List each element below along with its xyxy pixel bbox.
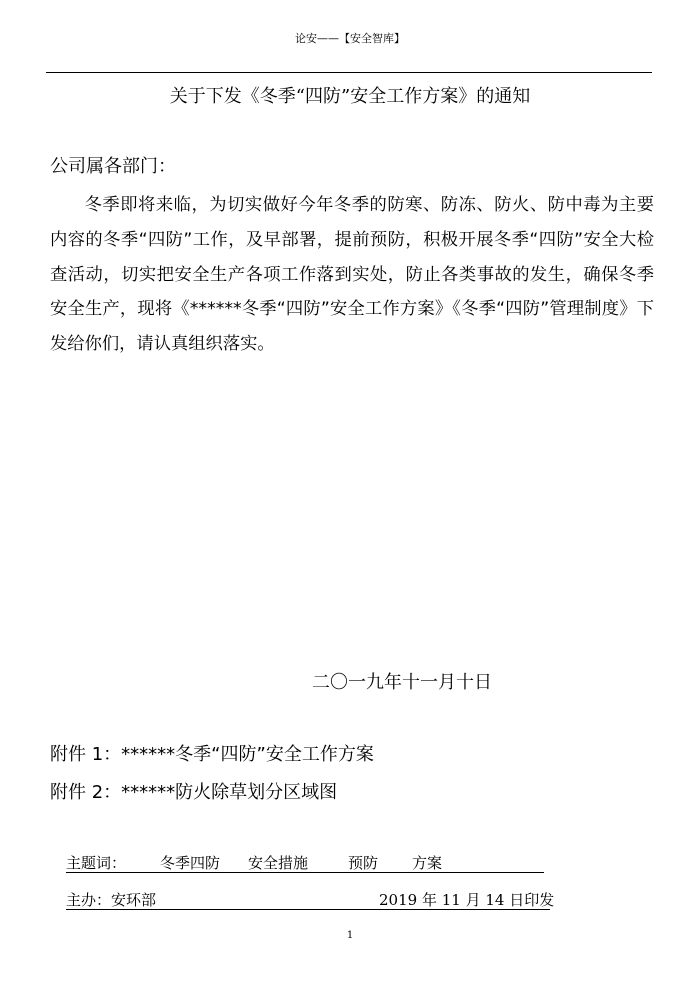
page-header: 论安——【安全智库】 xyxy=(295,32,405,45)
attachment-item: 附件 2：******防火除草划分区域图 xyxy=(50,782,338,803)
host-department: 主办：安环部 xyxy=(66,891,157,909)
keyword: 预防 xyxy=(348,854,379,872)
issued-date: 2019 年 11 月 14 日印发 xyxy=(379,891,555,909)
issue-date: 二〇一九年十一月十日 xyxy=(312,672,492,693)
keyword: 方案 xyxy=(412,854,443,872)
document-title: 关于下发《冬季“四防”安全工作方案》的通知 xyxy=(169,86,531,107)
salutation: 公司属各部门： xyxy=(50,156,176,177)
keywords-row xyxy=(66,852,544,873)
issuer-row xyxy=(66,889,555,910)
keyword: 冬季四防 xyxy=(160,854,221,872)
keywords-label: 主题词： xyxy=(66,854,127,872)
page-number: 1 xyxy=(346,930,354,941)
keyword: 安全措施 xyxy=(248,854,309,872)
body-paragraph: 冬季即将来临，为切实做好今年冬季的防寒、防冻、防火、防中毒为主要内容的冬季“四防”工作，及早部署，提前预防，积极开展冬季“四防”安全大检查活动，切实把安全生产各项工作落到实处，防止各类事故的发生，确保冬季安全生产，现将《******冬季“四防”安全工作方案》《冬季“四防”管理制度》下发给你们，请认真组织落实。 xyxy=(50,195,654,355)
attachment-item: 附件 1：******冬季“四防”安全工作方案 xyxy=(50,744,374,765)
header-divider xyxy=(46,72,652,73)
